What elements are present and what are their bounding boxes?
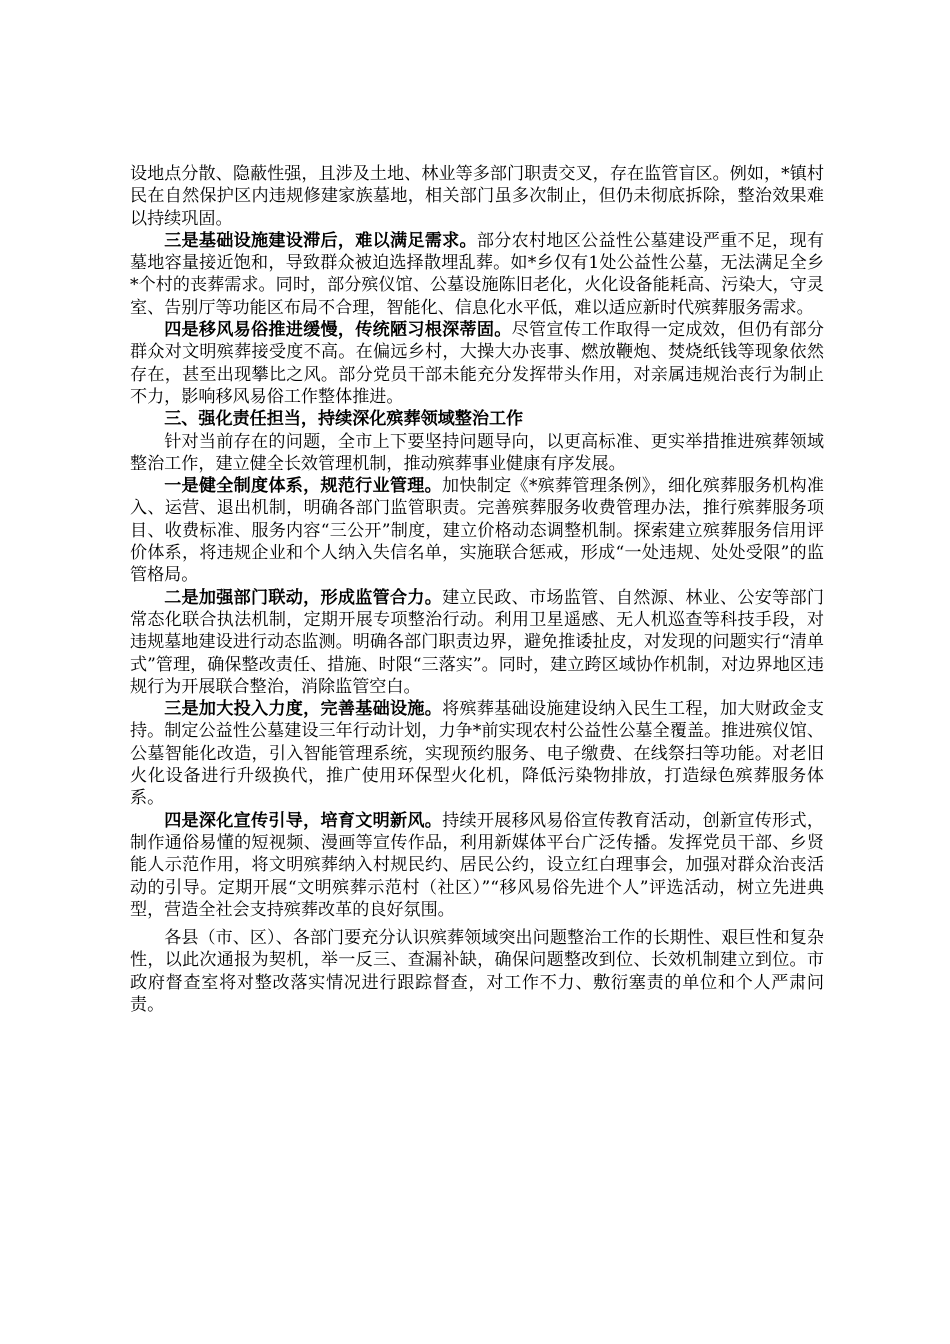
paragraph-measure-two: 二是加强部门联动，形成监管合力。建立民政、市场监管、自然源、林业、公安等部门常态化联合执法机制，定期开展专项整治行动。利用卫星遥感、无人机巡查等科技手段，对违规墓地建设进行动态监测。明确各部门职责边界，避免推诿扯皮，对发现的问题实行“清单式”管理，确保整改责任、措施、时限“三落实”。同时，建立跨区域协作机制，对边界地区违规行为开展联合整治，消除监管空白。: [130, 587, 825, 697]
paragraph-lead: 四是深化宣传引导，培育文明新风。: [164, 810, 443, 831]
paragraph-measure-three: 三是加大投入力度，完善基础设施。将殡葬基础设施建设纳入民生工程，加大财政金支持。制定公益性公墓建设三年行动计划，力争*前实现农村公益性公墓全覆盖。推进殡仪馆、公墓智能化改造，引入智能管理系统，实现预约服务、电子缴费、在线祭扫等功能。对老旧火化设备进行升级换代，推广使用环保型火化机，降低污染物排放，打造绿色殡葬服务体系。: [130, 699, 825, 809]
paragraph-point-four: 四是移风易俗推进缓慢，传统陋习根深蒂固。尽管宣传工作取得一定成效，但仍有部分群众对文明殡葬接受度不高。在偏远乡村，大操大办丧事、燃放鞭炮、焚烧纸钱等现象依然存在，甚至出现攀比之风。部分党员干部未能充分发挥带头作用，对亲属违规治丧行为制止不力，影响移风易俗工作整体推进。: [130, 320, 825, 407]
paragraph-measure-one: 一是健全制度体系，规范行业管理。加快制定《*殡葬管理条例》，细化殡葬服务机构准入、运营、退出机制，明确各部门监管职责。完善殡葬服务收费管理办法，推行殡葬服务项目、收费标准、服务内容“三公开”制度，建立价格动态调整机制。探索建立殡葬服务信用评价体系，将违规企业和个人纳入失信名单，实施联合惩戒，形成“一处违规、处处受限”的监管格局。: [130, 476, 825, 586]
paragraph-point-three: 三是基础设施建设滞后，难以满足需求。部分农村地区公益性公墓建设严重不足，现有墓地容量接近饱和，导致群众被迫选择散埋乱葬。如*乡仅有1处公益性公墓，无法满足全乡*个村的丧葬需求。同时，部分殡仪馆、公墓设施陈旧老化，火化设备能耗高、污染大，守灵室、告别厅等功能区布局不合理，智能化、信息化水平低，难以适应新时代殡葬服务需求。: [130, 230, 825, 318]
paragraph-continuation: 设地点分散、隐蔽性强，且涉及土地、林业等多部门职责交叉，存在监管盲区。例如，*镇村民在自然保护区内违规修建家族墓地，相关部门虽多次制止，但仍未彻底拆除，整治效果难以持续巩固。: [130, 164, 824, 229]
paragraph-lead: 三是加大投入力度，完善基础设施。: [164, 699, 443, 720]
paragraph-lead: 二是加强部门联动，形成监管合力。: [164, 587, 443, 608]
paragraph-intro: 针对当前存在的问题，全市上下要坚持问题导向，以更高标准、更实举措推进殡葬领域整治工作，建立健全长效管理机制，推动殡葬事业健康有序发展。: [130, 431, 824, 474]
paragraph-lead: 四是移风易俗推进缓慢，传统陋习根深蒂固。: [164, 320, 512, 341]
paragraph-measure-four: 四是深化宣传引导，培育文明新风。持续开展移风易俗宣传教育活动，创新宣传形式，制作通俗易懂的短视频、漫画等宣传作品，利用新媒体平台广泛传播。发挥党员干部、乡贤能人示范作用，将文明殡葬纳入村规民约、居民公约，设立红白理事会，加强对群众治丧活动的引导。定期开展“文明殡葬示范村（社区）”“移风易俗先进个人”评选活动，树立先进典型，营造全社会支持殡葬改革的良好氛围。: [130, 810, 825, 920]
paragraph-lead: 一是健全制度体系，规范行业管理。: [164, 476, 443, 497]
section-heading: 三、强化责任担当，持续深化殡葬领域整治工作: [164, 409, 524, 430]
document-body: [130, 163, 824, 1016]
paragraph-lead: 三是基础设施建设滞后，难以满足需求。: [164, 230, 477, 251]
paragraph-conclusion: 各县（市、区）、各部门要充分认识殡葬领域突出问题整治工作的长期性、艰巨性和复杂性，以此次通报为契机，举一反三、查漏补缺，确保问题整改到位、长效机制建立到位。市政府督查室将对整改落实情况进行跟踪督查，对工作不力、敷衍塞责的单位和个人严肃问责。: [130, 928, 824, 1015]
